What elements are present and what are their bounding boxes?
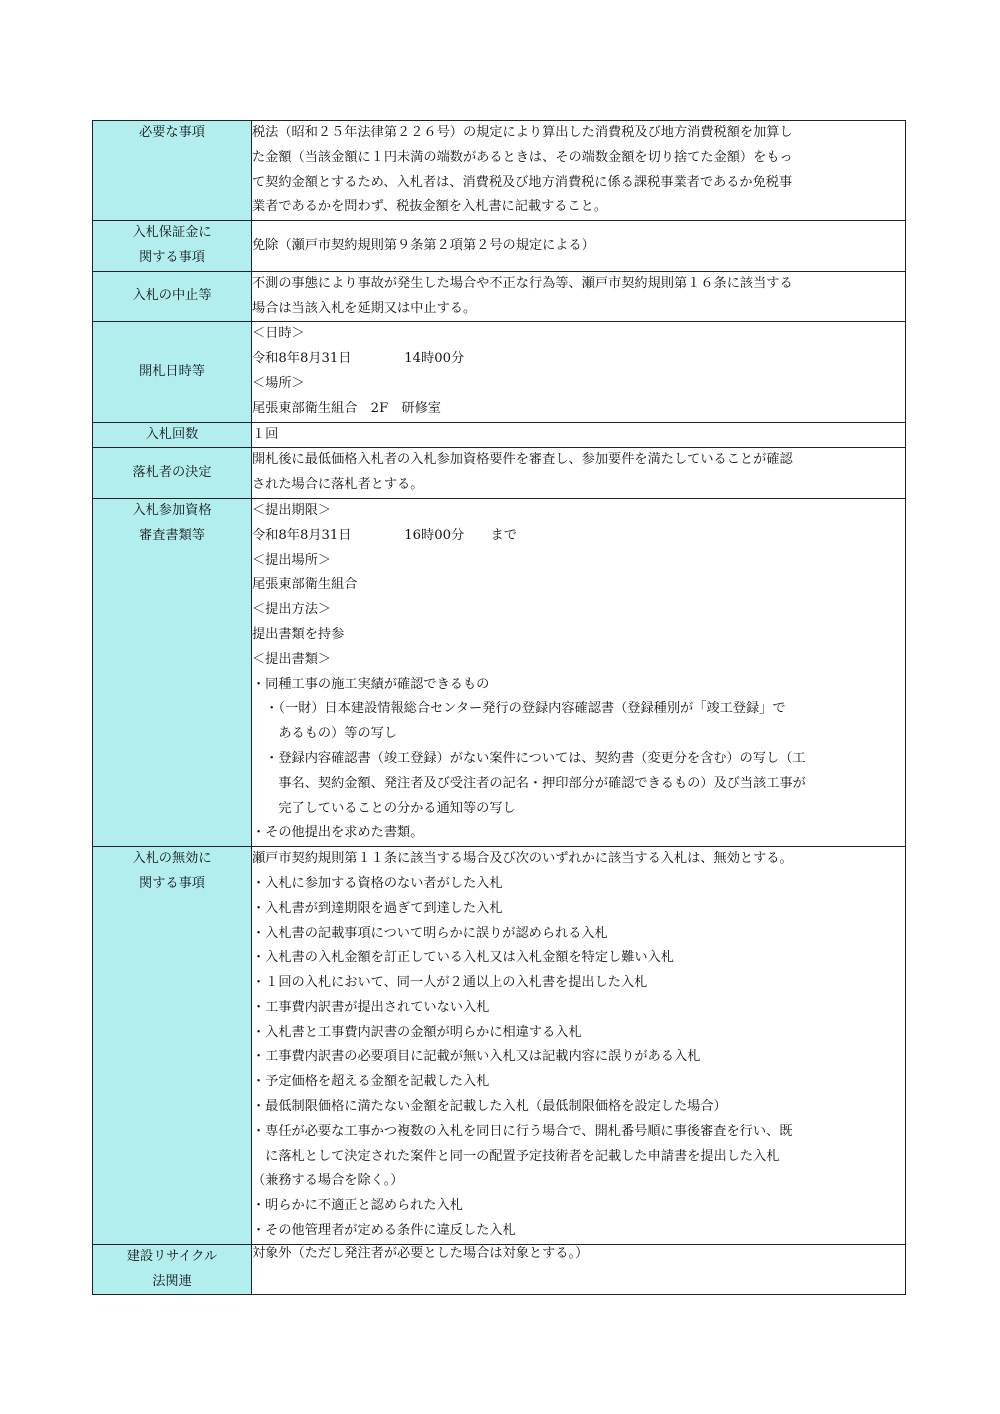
row-label: 入札回数 bbox=[93, 422, 252, 448]
table-row-opening-datetime bbox=[93, 322, 906, 422]
row-value: 開札後に最低価格入札者の入札参加資格要件を審査し、参加要件を満たしていることが確認 された場合に落札者とする。 bbox=[252, 448, 906, 499]
row-label: 入札の中止等 bbox=[93, 271, 252, 322]
table-row-invalid-bids bbox=[93, 847, 906, 1245]
table-row-construction-recycling bbox=[93, 1244, 906, 1295]
row-label: 落札者の決定 bbox=[93, 448, 252, 499]
table-row-bid-count bbox=[93, 422, 906, 448]
row-value: 不測の事態により事故が発生した場合や不正な行為等、瀬戸市契約規則第１６条に該当する 場合は当該入札を延期又は中止する。 bbox=[252, 271, 906, 322]
row-value: ＜日時＞ 令和8年8月31日 14時00分 ＜場所＞ 尾張東部衛生組合 2F 研修室 bbox=[252, 322, 906, 422]
row-label: 建設リサイクル 法関連 bbox=[93, 1244, 252, 1295]
row-value: 免除（瀬戸市契約規則第９条第２項第２号の規定による） bbox=[252, 221, 906, 272]
row-label: 開札日時等 bbox=[93, 322, 252, 422]
table-row-bid-bond bbox=[93, 221, 906, 272]
row-value: １回 bbox=[252, 422, 906, 448]
table-row-bid-suspension bbox=[93, 271, 906, 322]
row-value: 税法（昭和２５年法律第２２６号）の規定により算出した消費税及び地方消費税額を加算し た金額（当該金額に１円未満の端数があるときは、その端数金額を切り捨てた金額）をもっ て契約金額とするため、入札者は、消費税及び地方消費税に係る課税事業者であるか免税事 業者であるかを問わず、税抜金額を入札書に記載すること。 bbox=[252, 121, 906, 221]
bid-conditions-table bbox=[92, 120, 906, 1295]
table-row-winner-decision bbox=[93, 448, 906, 499]
row-value: ＜提出期限＞ 令和8年8月31日 16時00分 まで ＜提出場所＞ 尾張東部衛生組合 ＜提出方法＞ 提出書類を持参 ＜提出書類＞ ・同種工事の施工実績が確認できるもの ・（一財）日本建設情報総合センター発行の登録内容確認書（登録種別が「竣工登録」で あるもの）等の写し ・登録内容確認書（竣工登録）がない案件については、契約書（変更分を含む）の写し（工 事名、契約金額、発注者及び受注者の記名・押印部分が確認できるもの）及び当該工事が 完了していることの分かる通知等の写し ・その他提出を求めた書類。 bbox=[252, 498, 906, 846]
row-label: 入札保証金に 関する事項 bbox=[93, 221, 252, 272]
row-value: 対象外（ただし発注者が必要とした場合は対象とする。） bbox=[252, 1244, 906, 1295]
row-label: 入札参加資格 審査書類等 bbox=[93, 498, 252, 846]
row-label: 必要な事項 bbox=[93, 121, 252, 221]
row-label: 入札の無効に 関する事項 bbox=[93, 847, 252, 1245]
table-row-qualification-documents bbox=[93, 498, 906, 846]
table-row-required-items bbox=[93, 121, 906, 221]
row-value: 瀬戸市契約規則第１１条に該当する場合及び次のいずれかに該当する入札は、無効とする。 ・入札に参加する資格のない者がした入札 ・入札書が到達期限を過ぎて到達した入札 ・入札書の記載事項について明らかに誤りが認められる入札 ・入札書の入札金額を訂正している入札又は入札金額を特定し難い入札 ・１回の入札において、同一人が２通以上の入札書を提出した入札 ・工事費内訳書が提出されていない入札 ・入札書と工事費内訳書の金額が明らかに相違する入札 ・工事費内訳書の必要項目に記載が無い入札又は記載内容に誤りがある入札 ・予定価格を超える金額を記載した入札 ・最低制限価格に満たない金額を記載した入札（最低制限価格を設定した場合） ・専任が必要な工事かつ複数の入札を同日に行う場合で、開札番号順に事後審査を行い、既 に落札として決定された案件と同一の配置予定技術者を記載した申請書を提出した入札 （兼務する場合を除く。） ・明らかに不適正と認められた入札 ・その他管理者が定める条件に違反した入札 bbox=[252, 847, 906, 1245]
